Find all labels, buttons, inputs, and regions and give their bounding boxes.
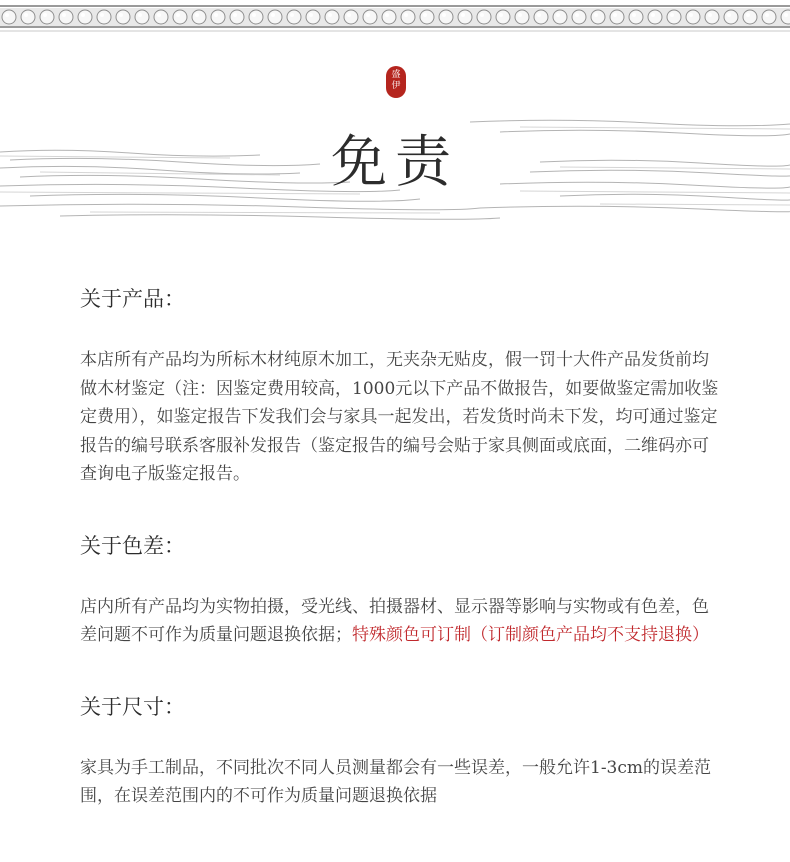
section-body-color — [80, 593, 720, 650]
disclaimer-content — [80, 282, 720, 811]
section-color — [80, 529, 720, 650]
red-seal-stamp: 盛 伊 — [386, 66, 406, 98]
section-body-size: 家具为手工制品，不同批次不同人员测量都会有一些误差，一般允许1-3cm的误差范围，在误差范围内的不可作为质量问题退换依据 — [80, 757, 712, 806]
section-body-product: 本店所有产品均为所标木材纯原木加工，无夹杂无贴皮，假一罚十大件产品发货前均做木材鉴定（注：因鉴定费用较高，1000元以下产品不做报告，如要做鉴定需加收鉴定费用），如鉴定报告下发我们会与家具一起发出，若发货时尚未下发，均可通过鉴定报告的编号联系客服补发报告（鉴定报告的编号会贴于家具侧面或底面，二维码亦可查询电子版鉴定报告。 — [80, 350, 719, 484]
custom-color-notice: 特殊颜色可订制（订制颜色产品均不支持退换） — [352, 625, 709, 645]
decorative-pearl-border — [0, 0, 790, 36]
section-heading-size: 关于尺寸： — [80, 694, 185, 719]
page-title: 免责 — [331, 129, 459, 195]
section-product — [80, 282, 720, 489]
section-heading-color: 关于色差： — [80, 533, 185, 558]
section-size — [80, 690, 720, 811]
section-heading-product: 关于产品： — [80, 287, 185, 311]
section-body-color-text: 店内所有产品均为实物拍摄，受光线、拍摄器材、显示器等影响与实物或有色差，色差问题不可作为质量问题退换依据； — [80, 596, 709, 645]
